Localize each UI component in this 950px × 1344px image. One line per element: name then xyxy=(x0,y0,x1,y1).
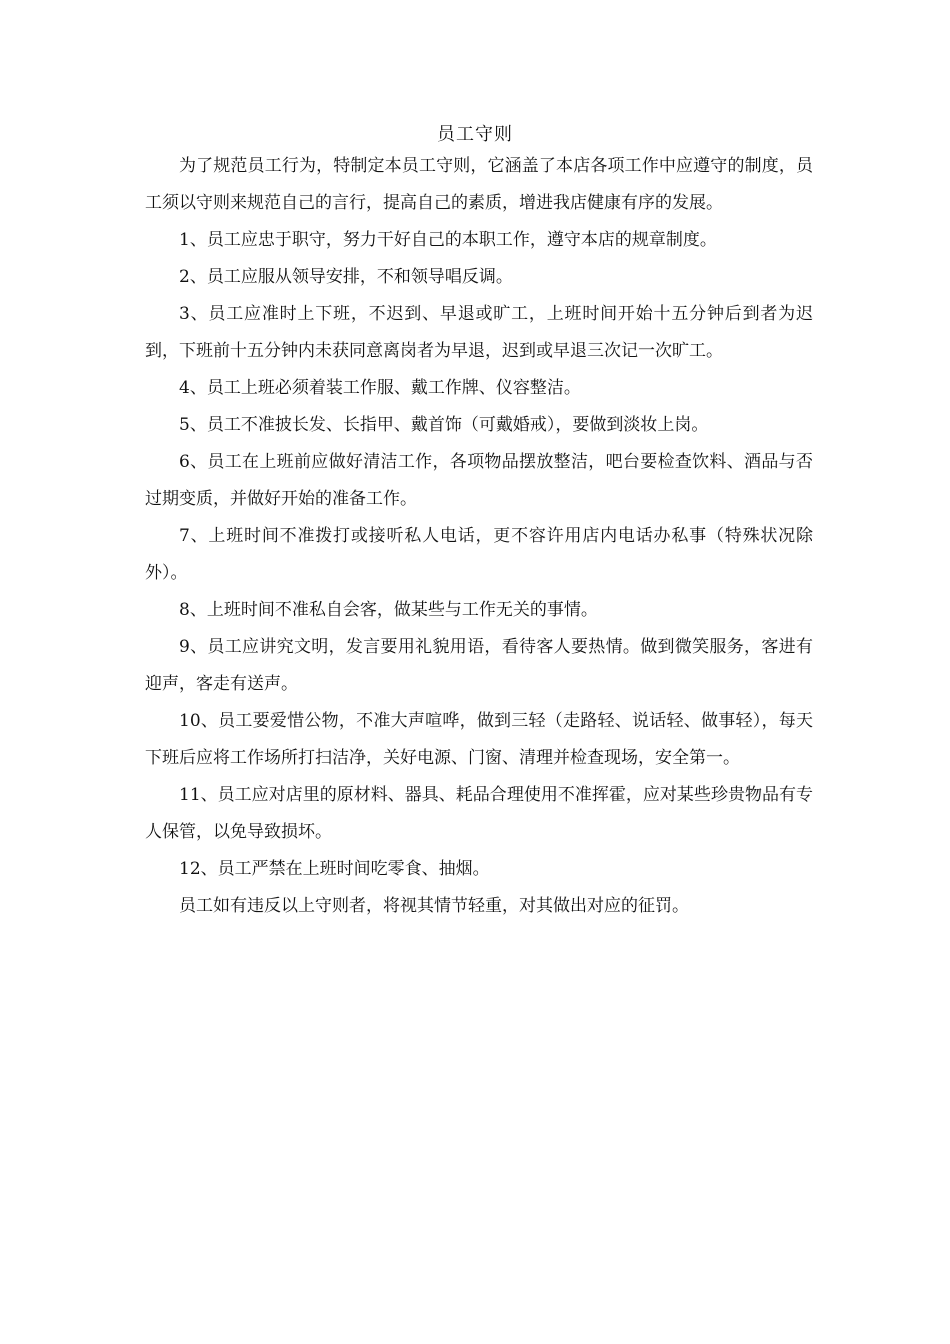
rule-paragraph-4: 4、员工上班必须着装工作服、戴工作牌、仪容整洁。 xyxy=(179,378,581,398)
rule-paragraph-7: 7、上班时间不准拨打或接听私人电话，更不容许用店内电话办私事（特殊状况除外）。 xyxy=(145,526,813,583)
rule-paragraph-8: 8、上班时间不准私自会客，做某些与工作无关的事情。 xyxy=(179,600,598,620)
rule-paragraph-2: 2、员工应服从领导安排，不和领导唱反调。 xyxy=(179,267,513,287)
rule-paragraph-5: 5、员工不准披长发、长指甲、戴首饰（可戴婚戒），要做到淡妆上岗。 xyxy=(179,415,709,435)
rule-paragraph-6: 6、员工在上班前应做好清洁工作，各项物品摆放整洁，吧台要检查饮料、酒品与否过期变质，并做好开始的准备工作。 xyxy=(145,452,813,509)
rule-paragraph-11: 11、员工应对店里的原材料、器具、耗品合理使用不准挥霍，应对某些珍贵物品有专人保管，以免导致损坏。 xyxy=(145,785,813,842)
rule-paragraph-3: 3、员工应准时上下班，不迟到、早退或旷工，上班时间开始十五分钟后到者为迟到，下班前十五分钟内未获同意离岗者为早退，迟到或早退三次记一次旷工。 xyxy=(145,304,813,361)
rule-paragraph-12: 12、员工严禁在上班时间吃零食、抽烟。 xyxy=(179,859,490,879)
document-body xyxy=(145,148,813,925)
rule-paragraph-10: 10、员工要爱惜公物，不准大声喧哗，做到三轻（走路轻、说话轻、做事轻），每天下班后应将工作场所打扫洁净，关好电源、门窗、清理并检查现场，安全第一。 xyxy=(145,711,813,768)
rule-paragraph-9: 9、员工应讲究文明，发言要用礼貌用语，看待客人要热情。做到微笑服务，客进有迎声，客走有送声。 xyxy=(145,637,813,694)
intro-paragraph: 为了规范员工行为，特制定本员工守则，它涵盖了本店各项工作中应遵守的制度，员工须以守则来规范自己的言行，提高自己的素质，增进我店健康有序的发展。 xyxy=(145,156,813,213)
closing-paragraph: 员工如有违反以上守则者，将视其情节轻重，对其做出对应的征罚。 xyxy=(179,896,689,916)
document-title: 员工守则 xyxy=(437,124,513,145)
rule-paragraph-1: 1、员工应忠于职守，努力干好自己的本职工作，遵守本店的规章制度。 xyxy=(179,230,717,250)
